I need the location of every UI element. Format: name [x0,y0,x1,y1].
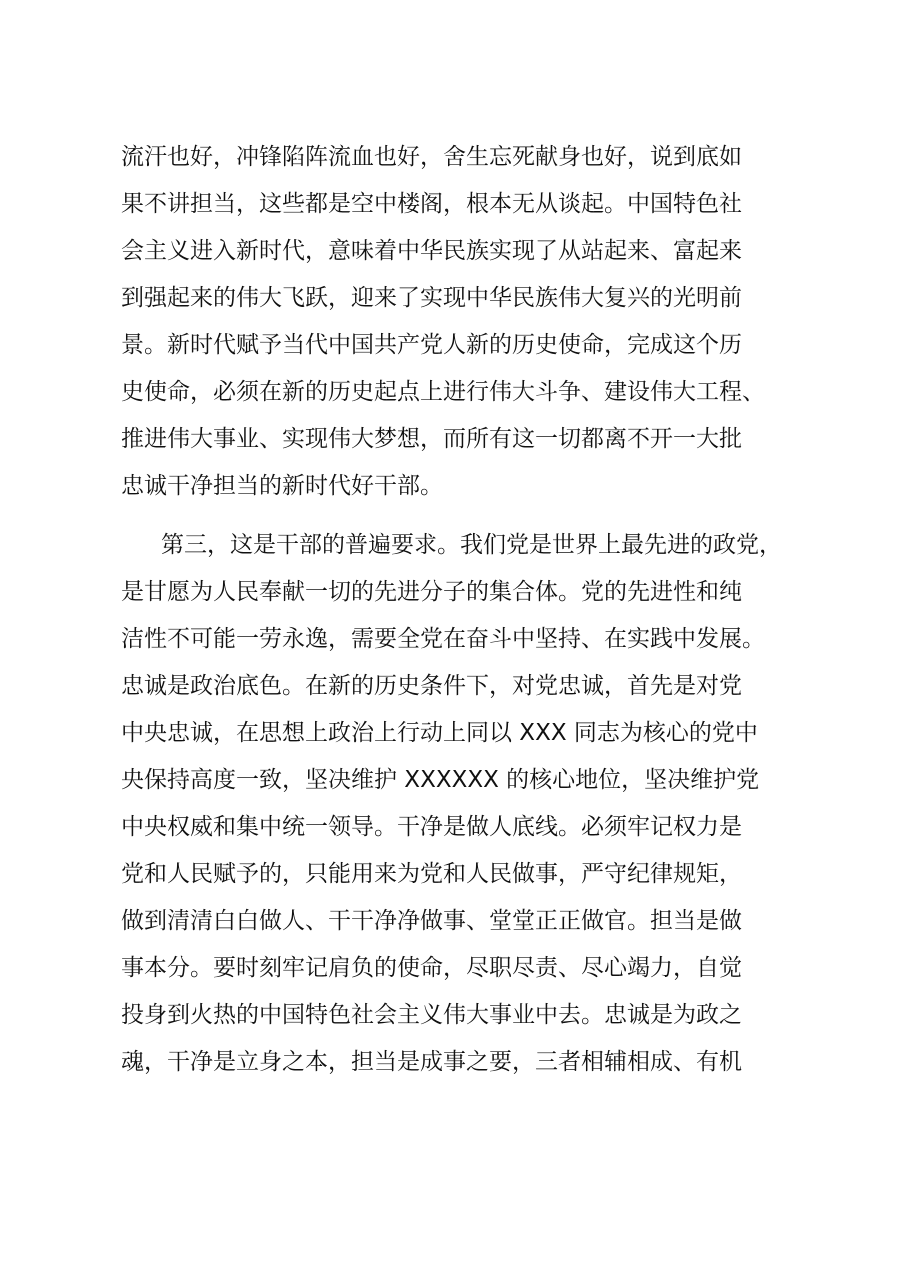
text-line: 投身到火热的中国特色社会主义伟大事业中去。忠诚是为政之 [121,1002,742,1028]
text-line: 果不讲担当，这些都是空中楼阁，根本无从谈起。中国特色社 [121,191,742,217]
text-line: 流汗也好，冲锋陷阵流血也好，舍生忘死献身也好，说到底如 [121,144,742,170]
text-line: 魂，干净是立身之本，担当是成事之要，三者相辅相成、有机 [121,1049,742,1075]
text-line: 党和人民赋予的，只能用来为党和人民做事，严守纪律规矩， [121,861,742,887]
text-line: 事本分。要时刻牢记肩负的使命，尽职尽责、尽心竭力，自觉 [121,955,742,981]
text-line: 会主义进入新时代，意味着中华民族实现了从站起来、富起来 [121,238,742,264]
text-line-indented: 第三，这是干部的普遍要求。我们党是世界上最先进的政党， [161,532,782,558]
text-line: 央保持高度一致，坚决维护 XXXXXX 的核心地位，坚决维护党 [121,767,760,793]
text-line: 到强起来的伟大飞跃，迎来了实现中华民族伟大复兴的光明前 [121,285,742,311]
text-line: 景。新时代赋予当代中国共产党人新的历史使命，完成这个历 [121,332,742,358]
text-line: 忠诚干净担当的新时代好干部。 [121,473,443,499]
text-line: 忠诚是政治底色。在新的历史条件下，对党忠诚，首先是对党 [121,673,742,699]
paragraph-continuation [121,134,821,510]
text-line: 中央忠诚，在思想上政治上行动上同以 XXX 同志为核心的党中 [121,720,758,746]
text-line: 是甘愿为人民奉献一切的先进分子的集合体。党的先进性和纯 [121,579,742,605]
text-line: 史使命，必须在新的历史起点上进行伟大斗争、建设伟大工程、 [121,379,765,405]
text-line: 洁性不可能一劳永逸，需要全党在奋斗中坚持、在实践中发展。 [121,626,765,652]
paragraph-third-point [121,522,821,1086]
text-line: 推进伟大事业、实现伟大梦想，而所有这一切都离不开一大批 [121,426,742,452]
text-line: 中央权威和集中统一领导。干净是做人底线。必须牢记权力是 [121,814,742,840]
text-line: 做到清清白白做人、干干净净做事、堂堂正正做官。担当是做 [121,908,742,934]
